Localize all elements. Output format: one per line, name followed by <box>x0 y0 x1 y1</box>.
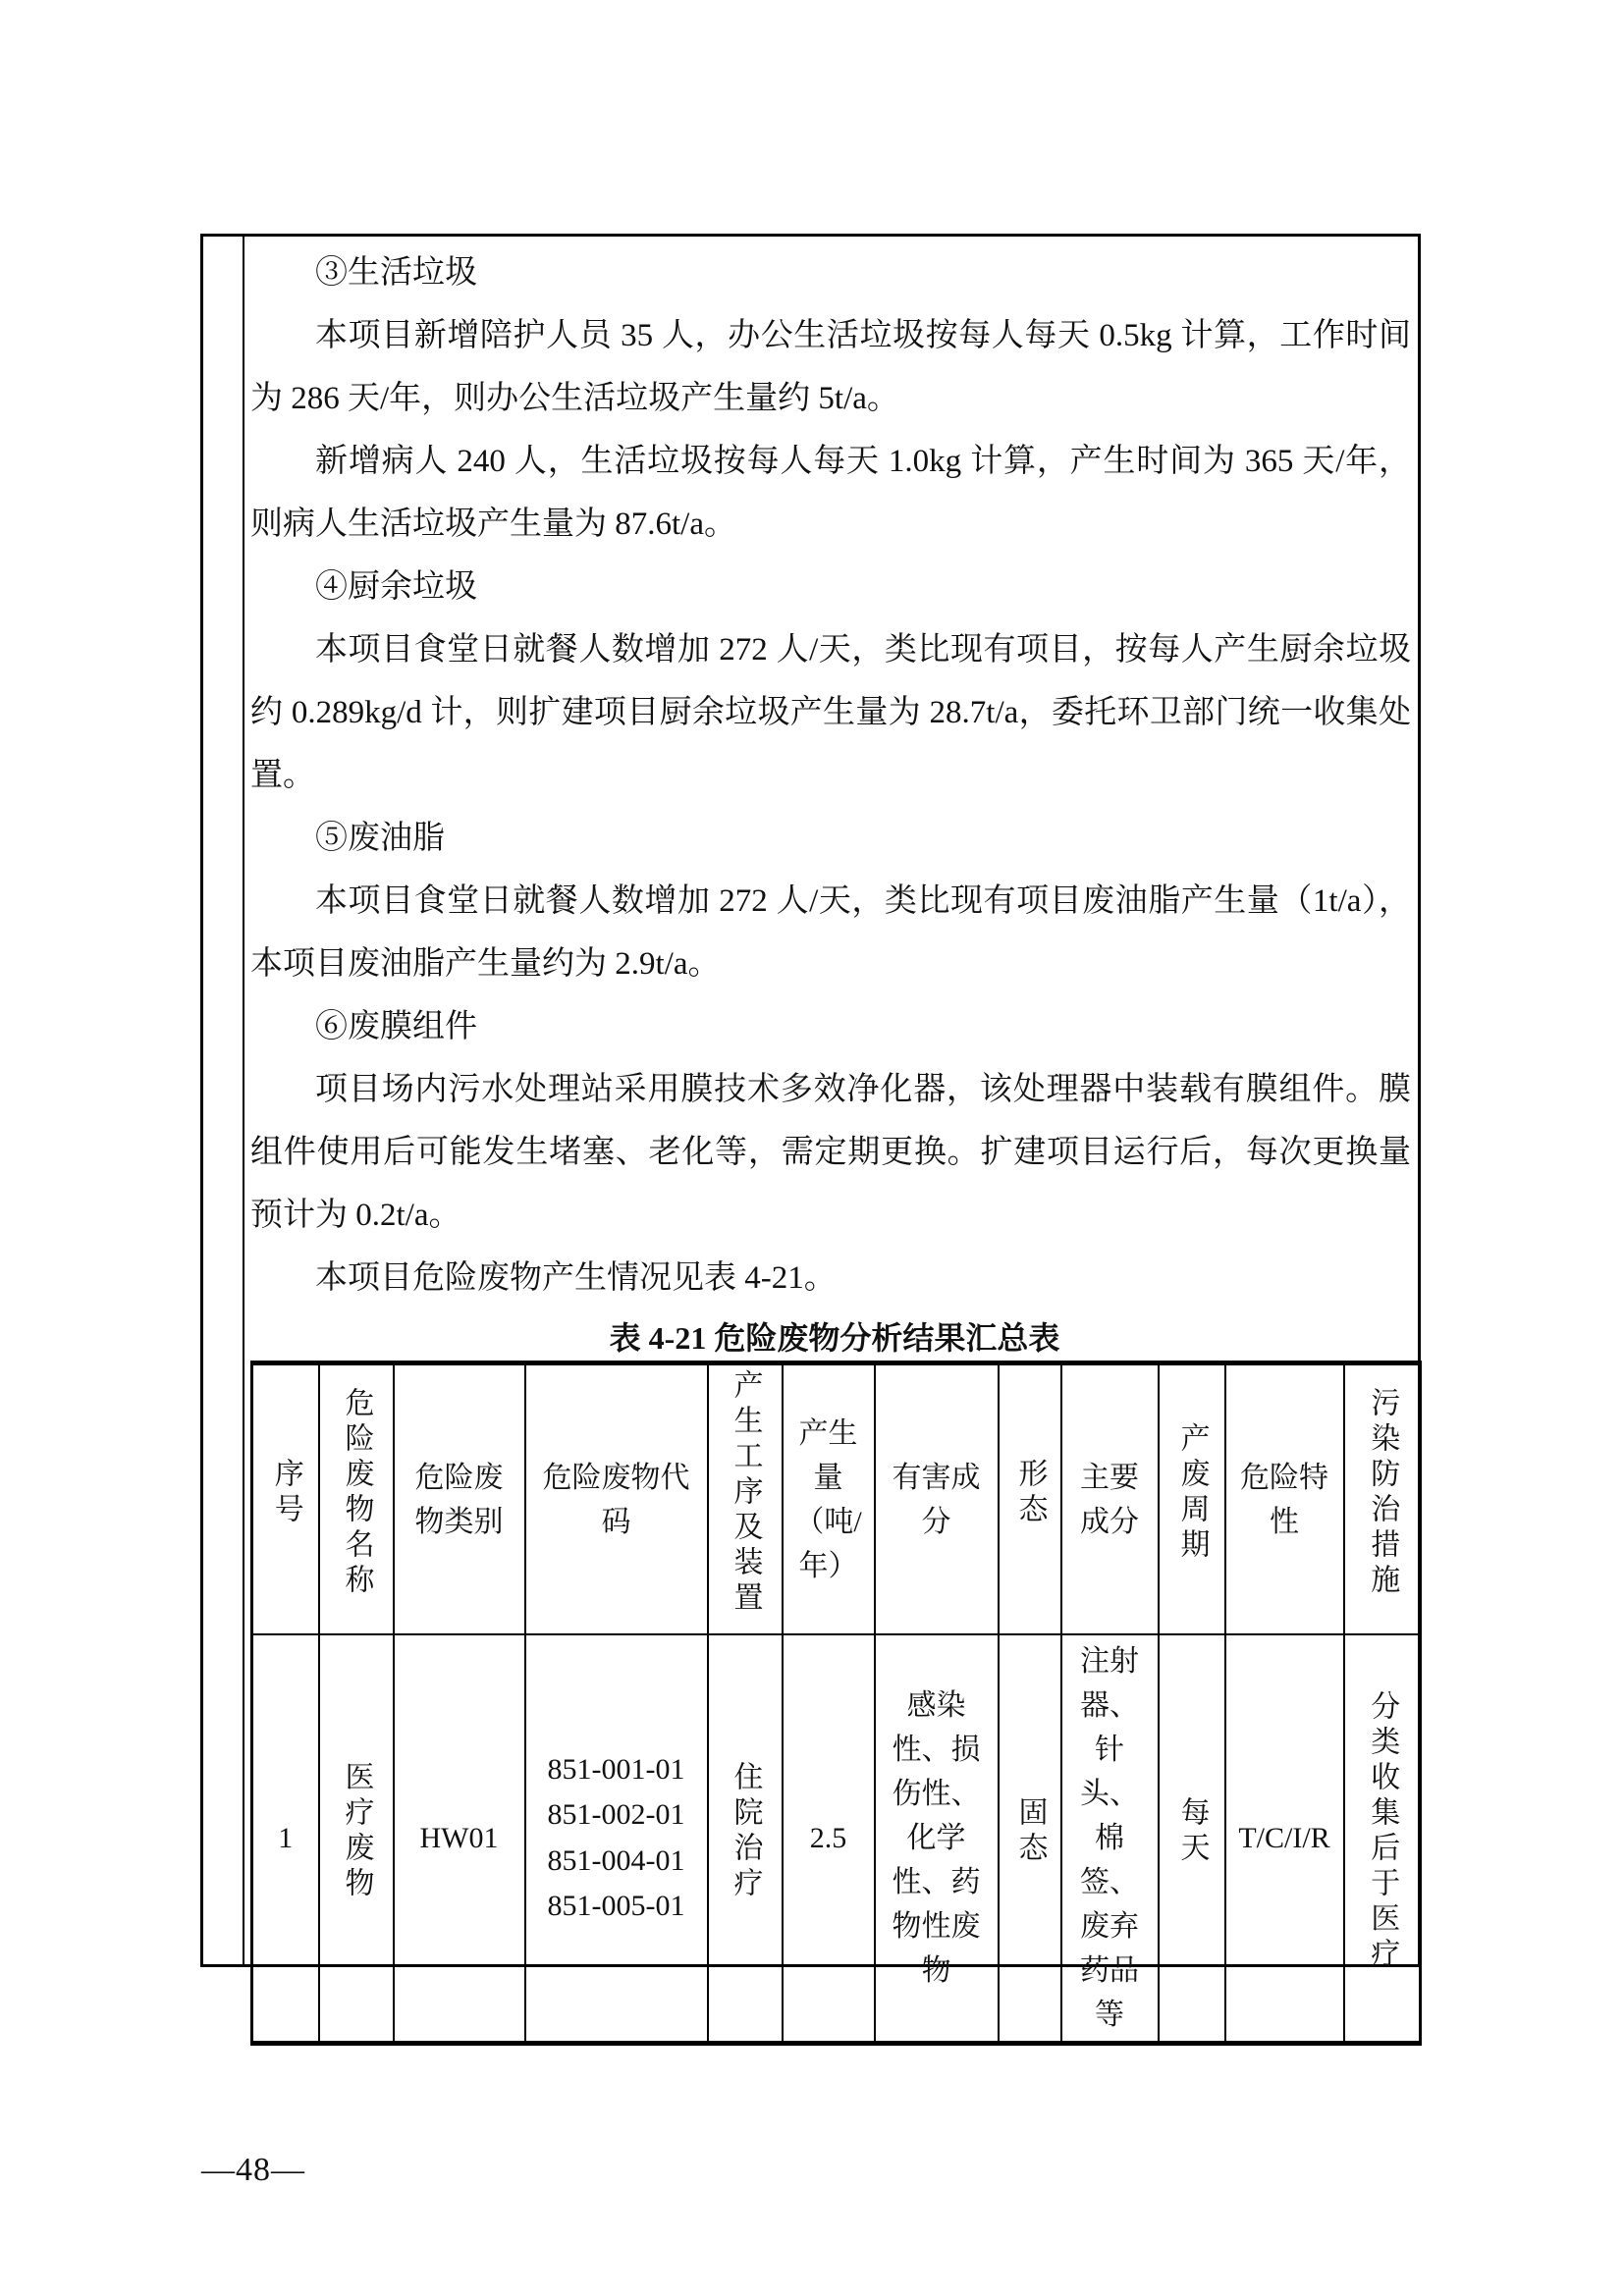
cell-form: 固态 <box>999 1634 1061 2044</box>
col-header-cycle: 产废周期 <box>1159 1363 1225 1635</box>
cell-cycle: 每天 <box>1159 1634 1225 2044</box>
col-header-main-components: 主要成分 <box>1061 1363 1159 1635</box>
cell-process: 住院治疗 <box>708 1634 783 2044</box>
col-header-waste-category: 危险废物类别 <box>394 1363 525 1635</box>
col-header-waste-name: 危险废物名称 <box>319 1363 394 1635</box>
col-header-waste-code: 危险废物代码 <box>525 1363 708 1635</box>
paragraph: ③生活垃圾 <box>315 255 477 291</box>
cell-main-components: 注射器、针头、棉签、废弃药品等 <box>1061 1634 1159 2044</box>
table-title: 表 4-21 危险废物分析结果汇总表 <box>609 1320 1060 1356</box>
paragraph: 本项目新增陪护人员 35 人，办公生活垃圾按每人每天 0.5kg 计算，工作时间为 286 天/年，则办公生活垃圾产生量约 5t/a。 <box>250 318 1411 416</box>
paragraph: 本项目食堂日就餐人数增加 272 人/天，类比现有项目，按每人产生厨余垃圾约 0.289kg/d 计，则扩建项目厨余垃圾产生量为 28.7t/a，委托环卫部门统一收集处置。 <box>250 632 1411 793</box>
cell-harmful: 感染性、损伤性、化学性、药物性废物 <box>875 1634 999 2044</box>
body-text <box>250 241 1411 1309</box>
paragraph: 新增病人 240 人，生活垃圾按每人每天 1.0kg 计算，产生时间为 365 天/年，则病人生活垃圾产生量为 87.6t/a。 <box>250 444 1411 542</box>
cell-amount: 2.5 <box>783 1634 875 2044</box>
table-data-row <box>252 1634 1421 2044</box>
paragraph: 本项目危险废物产生情况见表 4-21。 <box>315 1260 837 1296</box>
cell-waste-codes <box>525 1634 708 2044</box>
paragraph: ⑤废油脂 <box>315 821 445 856</box>
hazardous-waste-table <box>250 1361 1422 2046</box>
cell-measures: 分类收集后于医疗 <box>1344 1634 1421 2044</box>
waste-code: 851-001-01 <box>547 1752 685 1786</box>
col-header-harmful: 有害成分 <box>875 1363 999 1635</box>
col-header-hazard: 危险特性 <box>1225 1363 1344 1635</box>
cell-serial: 1 <box>252 1634 319 2044</box>
cell-waste-category: HW01 <box>394 1634 525 2044</box>
col-header-process: 产生工序及装置 <box>708 1363 783 1635</box>
cell-hazard: T/C/I/R <box>1225 1634 1344 2044</box>
table-header-row <box>252 1363 1421 1635</box>
page-number: —48— <box>201 2152 305 2188</box>
paragraph: 本项目食堂日就餐人数增加 272 人/天，类比现有项目废油脂产生量（1t/a），本项目废油脂产生量约为 2.9t/a。 <box>250 883 1411 982</box>
col-header-amount: 产生量（吨/年） <box>783 1363 875 1635</box>
paragraph: ④厨余垃圾 <box>315 569 477 605</box>
waste-code: 851-005-01 <box>547 1890 685 1922</box>
col-header-serial: 序号 <box>252 1363 319 1635</box>
waste-code: 851-002-01 <box>547 1798 685 1831</box>
col-header-measures: 污染防治措施 <box>1344 1363 1421 1635</box>
cell-waste-name: 医疗废物 <box>319 1634 394 2044</box>
paragraph: ⑥废膜组件 <box>315 1009 477 1044</box>
frame-inner-rule <box>243 237 244 1964</box>
waste-code: 851-004-01 <box>547 1843 685 1877</box>
col-header-form: 形态 <box>999 1363 1061 1635</box>
paragraph: 项目场内污水处理站采用膜技术多效净化器，该处理器中装载有膜组件。膜组件使用后可能发生堵塞、老化等，需定期更换。扩建项目运行后，每次更换量预计为 0.2t/a。 <box>250 1072 1411 1233</box>
